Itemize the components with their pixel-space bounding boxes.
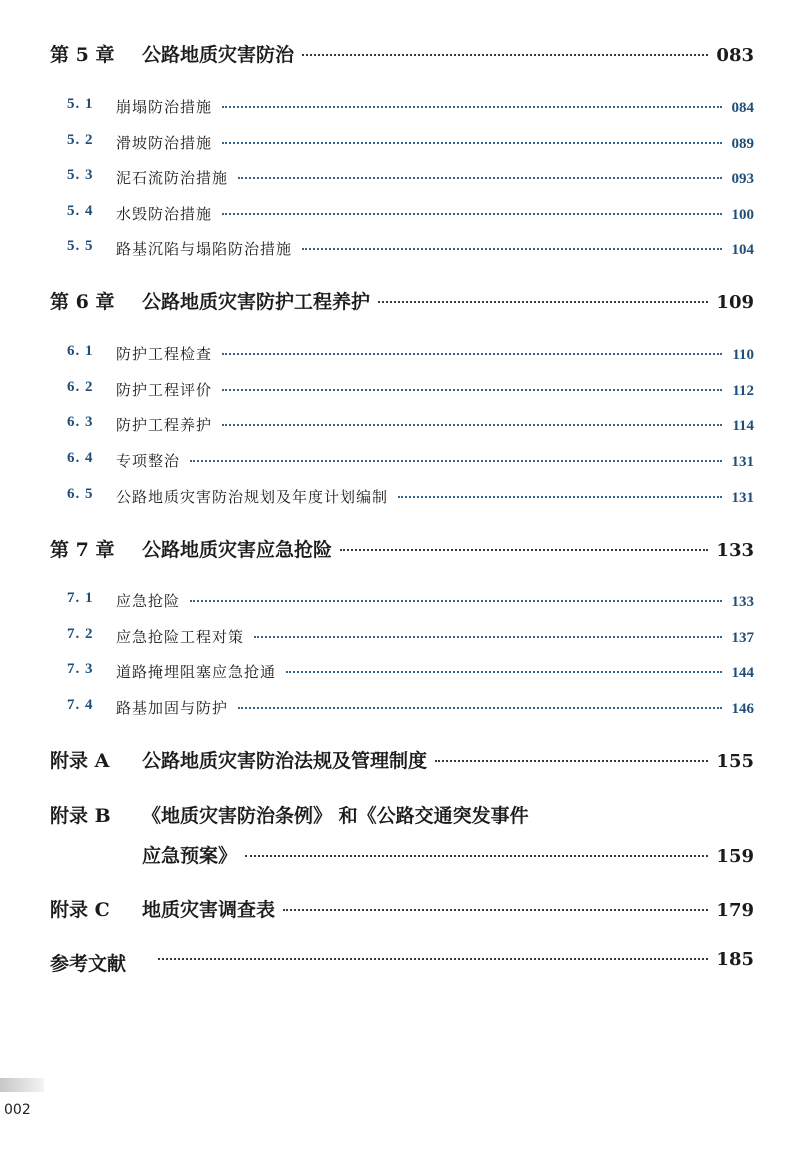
toc-section-entry[interactable] (0, 414, 790, 435)
dot-leader (302, 53, 708, 56)
section-title: 应急抢险 (116, 592, 181, 610)
dot-leader (283, 908, 708, 911)
page-number-ref: 144 (731, 665, 754, 681)
section-number: 6. 4 (67, 450, 94, 466)
dot-leader (222, 141, 721, 144)
section-number: 6. 1 (67, 343, 94, 359)
dot-leader (222, 388, 722, 391)
section-title: 路基加固与防护 (116, 699, 229, 717)
section-number: 6. 2 (67, 379, 94, 395)
toc-section-entry[interactable] (0, 626, 790, 647)
toc-references-entry[interactable] (0, 949, 790, 975)
footer-decoration-bar (0, 1078, 44, 1092)
toc-section-entry[interactable] (0, 450, 790, 471)
section-title: 水毁防治措施 (116, 205, 213, 223)
toc-section-entry[interactable] (0, 343, 790, 364)
section-title: 道路掩埋阻塞应急抢通 (116, 663, 277, 681)
toc-section-entry[interactable] (0, 96, 790, 117)
dot-leader (158, 957, 708, 960)
appendix-title: 地质灾害调查表 (142, 899, 276, 921)
toc-appendix-entry-b-line2[interactable] (0, 841, 790, 868)
section-number: 5. 5 (67, 238, 94, 254)
toc-section-entry[interactable] (0, 661, 790, 682)
dot-leader (222, 105, 721, 108)
section-title: 专项整治 (116, 452, 181, 470)
page-number-ref: 155 (716, 751, 754, 772)
section-title: 路基沉陷与塌陷防治措施 (116, 240, 293, 258)
section-title: 崩塌防治措施 (116, 98, 213, 116)
page-number-ref: 084 (731, 100, 754, 116)
toc-chapter-entry[interactable] (0, 535, 790, 562)
appendix-label: 附录 A (50, 750, 110, 772)
section-number: 7. 2 (67, 626, 94, 642)
section-title: 公路地质灾害防治规划及年度计划编制 (116, 488, 389, 506)
dot-leader (245, 854, 708, 857)
dot-leader (190, 459, 721, 462)
toc-section-entry[interactable] (0, 238, 790, 259)
references-label: 参考文献 (50, 953, 127, 975)
appendix-label: 附录 C (50, 899, 110, 921)
dot-leader (398, 495, 721, 498)
toc-appendix-entry[interactable] (0, 895, 790, 922)
dot-leader (302, 247, 721, 250)
section-title: 应急抢险工程对策 (116, 628, 245, 646)
appendix-title-line1: 《地质灾害防治条例》 和《公路交通突发事件 (142, 805, 529, 827)
dot-leader (238, 176, 721, 179)
page-number-ref: 083 (716, 45, 754, 66)
section-title: 泥石流防治措施 (116, 169, 229, 187)
section-number: 5. 1 (67, 96, 94, 112)
section-title: 滑坡防治措施 (116, 134, 213, 152)
chapter-title: 公路地质灾害防治 (142, 44, 295, 66)
page-number-ref: 185 (716, 949, 754, 970)
toc-section-entry[interactable] (0, 132, 790, 153)
toc-chapter-entry[interactable] (0, 40, 790, 67)
appendix-label: 附录 B (50, 805, 111, 827)
dot-leader (378, 300, 708, 303)
page-number-ref: 133 (731, 594, 754, 610)
toc-chapter-entry[interactable] (0, 287, 790, 314)
page-number-ref: 100 (731, 207, 754, 223)
dot-leader (254, 635, 721, 638)
toc-section-entry[interactable] (0, 203, 790, 224)
page-number-ref: 104 (731, 242, 754, 258)
section-title: 防护工程养护 (116, 416, 213, 434)
chapter-title: 公路地质灾害应急抢险 (142, 539, 333, 561)
chapter-number: 第 6 章 (50, 291, 115, 313)
appendix-title-line2: 应急预案》 (142, 845, 238, 867)
dot-leader (222, 212, 721, 215)
page-number-ref: 133 (716, 540, 754, 561)
section-number: 5. 2 (67, 132, 94, 148)
page-number-ref: 146 (731, 701, 754, 717)
page-number-ref: 159 (716, 846, 754, 867)
chapter-number: 第 7 章 (50, 539, 115, 561)
dot-leader (286, 670, 721, 673)
footer-page-number: 002 (4, 1102, 31, 1118)
page-number-ref: 114 (732, 418, 754, 434)
toc-section-entry[interactable] (0, 167, 790, 188)
toc-section-entry[interactable] (0, 590, 790, 611)
appendix-title: 公路地质灾害防治法规及管理制度 (142, 750, 428, 772)
section-number: 5. 3 (67, 167, 94, 183)
page-number-ref: 137 (731, 630, 754, 646)
dot-leader (190, 599, 721, 602)
section-number: 7. 1 (67, 590, 94, 606)
section-number: 7. 4 (67, 697, 94, 713)
page-number-ref: 131 (731, 490, 754, 506)
dot-leader (435, 759, 708, 762)
toc-appendix-entry[interactable] (0, 746, 790, 773)
dot-leader (222, 423, 722, 426)
toc-section-entry[interactable] (0, 697, 790, 718)
page-number-ref: 179 (716, 900, 754, 921)
section-number: 7. 3 (67, 661, 94, 677)
dot-leader (238, 706, 721, 709)
page-number-ref: 112 (732, 383, 754, 399)
section-number: 6. 3 (67, 414, 94, 430)
chapter-number: 第 5 章 (50, 44, 115, 66)
page-number-ref: 109 (716, 292, 754, 313)
page-number-ref: 089 (731, 136, 754, 152)
toc-section-entry[interactable] (0, 486, 790, 507)
section-title: 防护工程评价 (116, 381, 213, 399)
page-number-ref: 093 (731, 171, 754, 187)
toc-section-entry[interactable] (0, 379, 790, 400)
dot-leader (340, 548, 708, 551)
chapter-title: 公路地质灾害防护工程养护 (142, 291, 371, 313)
dot-leader (222, 352, 722, 355)
section-title: 防护工程检查 (116, 345, 213, 363)
page-number-ref: 131 (731, 454, 754, 470)
section-number: 6. 5 (67, 486, 94, 502)
page-number-ref: 110 (732, 347, 754, 363)
section-number: 5. 4 (67, 203, 94, 219)
